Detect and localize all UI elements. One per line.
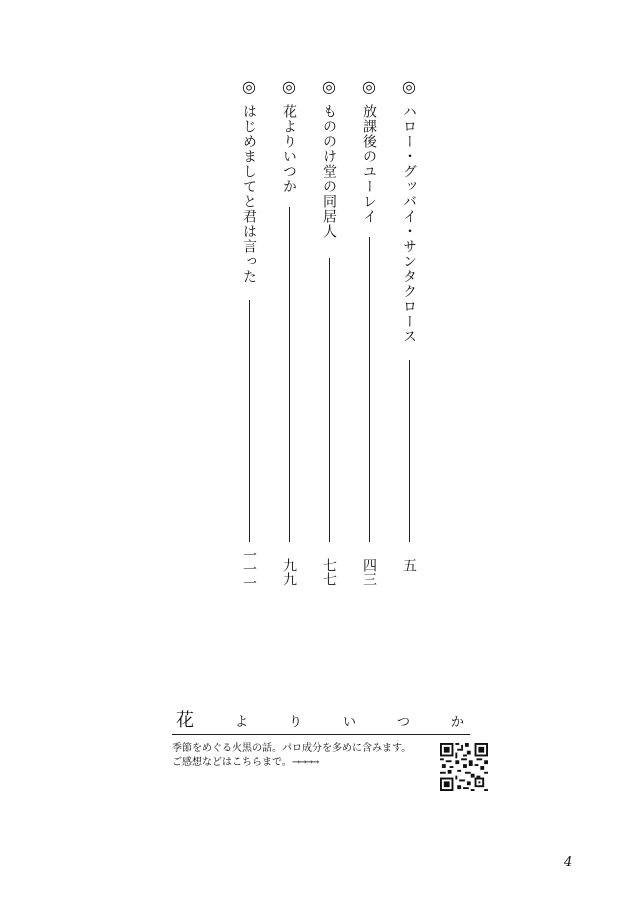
toc-title: 放課後のユーレイ bbox=[361, 104, 377, 224]
toc-entry-5 bbox=[238, 78, 260, 284]
blurb-title-char: 花 bbox=[176, 710, 194, 731]
toc-page-number: 四三 bbox=[361, 558, 377, 586]
toc-title: ハロー・グッバイ・サンタクロース bbox=[401, 104, 417, 344]
bullet-icon: ◎ bbox=[402, 77, 416, 96]
leader-line bbox=[369, 237, 370, 542]
qr-code[interactable] bbox=[440, 743, 488, 791]
bullet-icon: ◎ bbox=[362, 77, 376, 96]
leader-line bbox=[249, 300, 250, 542]
toc-title: 花よりいつか bbox=[281, 104, 297, 194]
leader-line bbox=[409, 360, 410, 542]
toc-page-number: 五 bbox=[401, 558, 417, 572]
toc-entry-1 bbox=[398, 78, 420, 344]
toc-title: もののけ堂の同居人 bbox=[321, 104, 337, 239]
blurb-title-char: り bbox=[288, 715, 302, 730]
arrow-icon: →→→→ bbox=[291, 757, 318, 768]
blurb-title bbox=[172, 706, 470, 735]
page-number: 4 bbox=[564, 855, 573, 870]
toc-title: はじめましてと君は言った bbox=[241, 104, 257, 284]
blurb-title-char: い bbox=[342, 715, 356, 730]
toc-page-number: 九九 bbox=[281, 558, 297, 586]
blurb-title-char: つ bbox=[396, 715, 410, 730]
blurb-contact-text: ご感想などはこちらまで。 bbox=[172, 757, 292, 768]
toc-entry-2 bbox=[358, 78, 380, 224]
toc-page-number: 七七 bbox=[321, 558, 337, 586]
leader-line bbox=[329, 258, 330, 542]
blurb-description: 季節をめぐる火黒の話。パロ成分を多めに含みます。 bbox=[172, 743, 412, 754]
toc-entry-4 bbox=[278, 78, 300, 194]
bullet-icon: ◎ bbox=[322, 77, 336, 96]
blurb-title-char: か bbox=[450, 715, 464, 730]
leader-line bbox=[289, 207, 290, 542]
toc-entry-3 bbox=[318, 78, 340, 239]
toc-page-number: 一一一 bbox=[241, 548, 257, 590]
bullet-icon: ◎ bbox=[242, 77, 256, 96]
blurb-title-char: よ bbox=[234, 715, 248, 730]
bullet-icon: ◎ bbox=[282, 77, 296, 96]
